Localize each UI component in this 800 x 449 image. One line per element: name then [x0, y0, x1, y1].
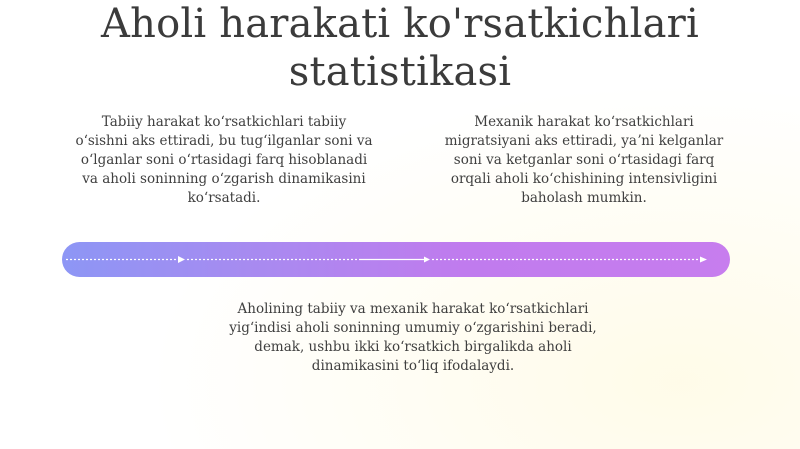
- natural-movement-text: Tabiiy harakat koʻrsatkichlari tabiiy oʻsishni aks ettiradi, bu tugʻilganlar soni va oʻlganlar soni oʻrtasidagi farq hisoblanadi va aholi soninning oʻzgarish dinamikasini koʻrsatadi.: [75, 114, 373, 206]
- summary-text: Aholining tabiiy va mexanik harakat koʻrsatkichlari yigʻindisi aholi soninning umumiy oʻzgarishini beradi, demak, ushbu ikki koʻrsatkich birgalikda aholi dinamikasini toʻliq ifodalaydi.: [229, 301, 597, 374]
- arrow-head-2: [424, 257, 430, 263]
- arrow-head-1: [178, 256, 185, 263]
- dashed-arrows-graphic: [62, 242, 730, 277]
- gradient-arrow-bar: [62, 242, 730, 277]
- mechanical-movement-text: Mexanik harakat koʻrsatkichlari migratsiyani aks ettiradi, yaʼni kelganlar soni va ketganlar soni oʻrtasidagi farq orqali aholi koʻchishining intensivligini baholash mumkin.: [444, 114, 724, 206]
- slide-title: Aholi harakati ko'rsatkichlari statistikasi: [101, 1, 699, 95]
- arrow-head-3: [700, 257, 707, 263]
